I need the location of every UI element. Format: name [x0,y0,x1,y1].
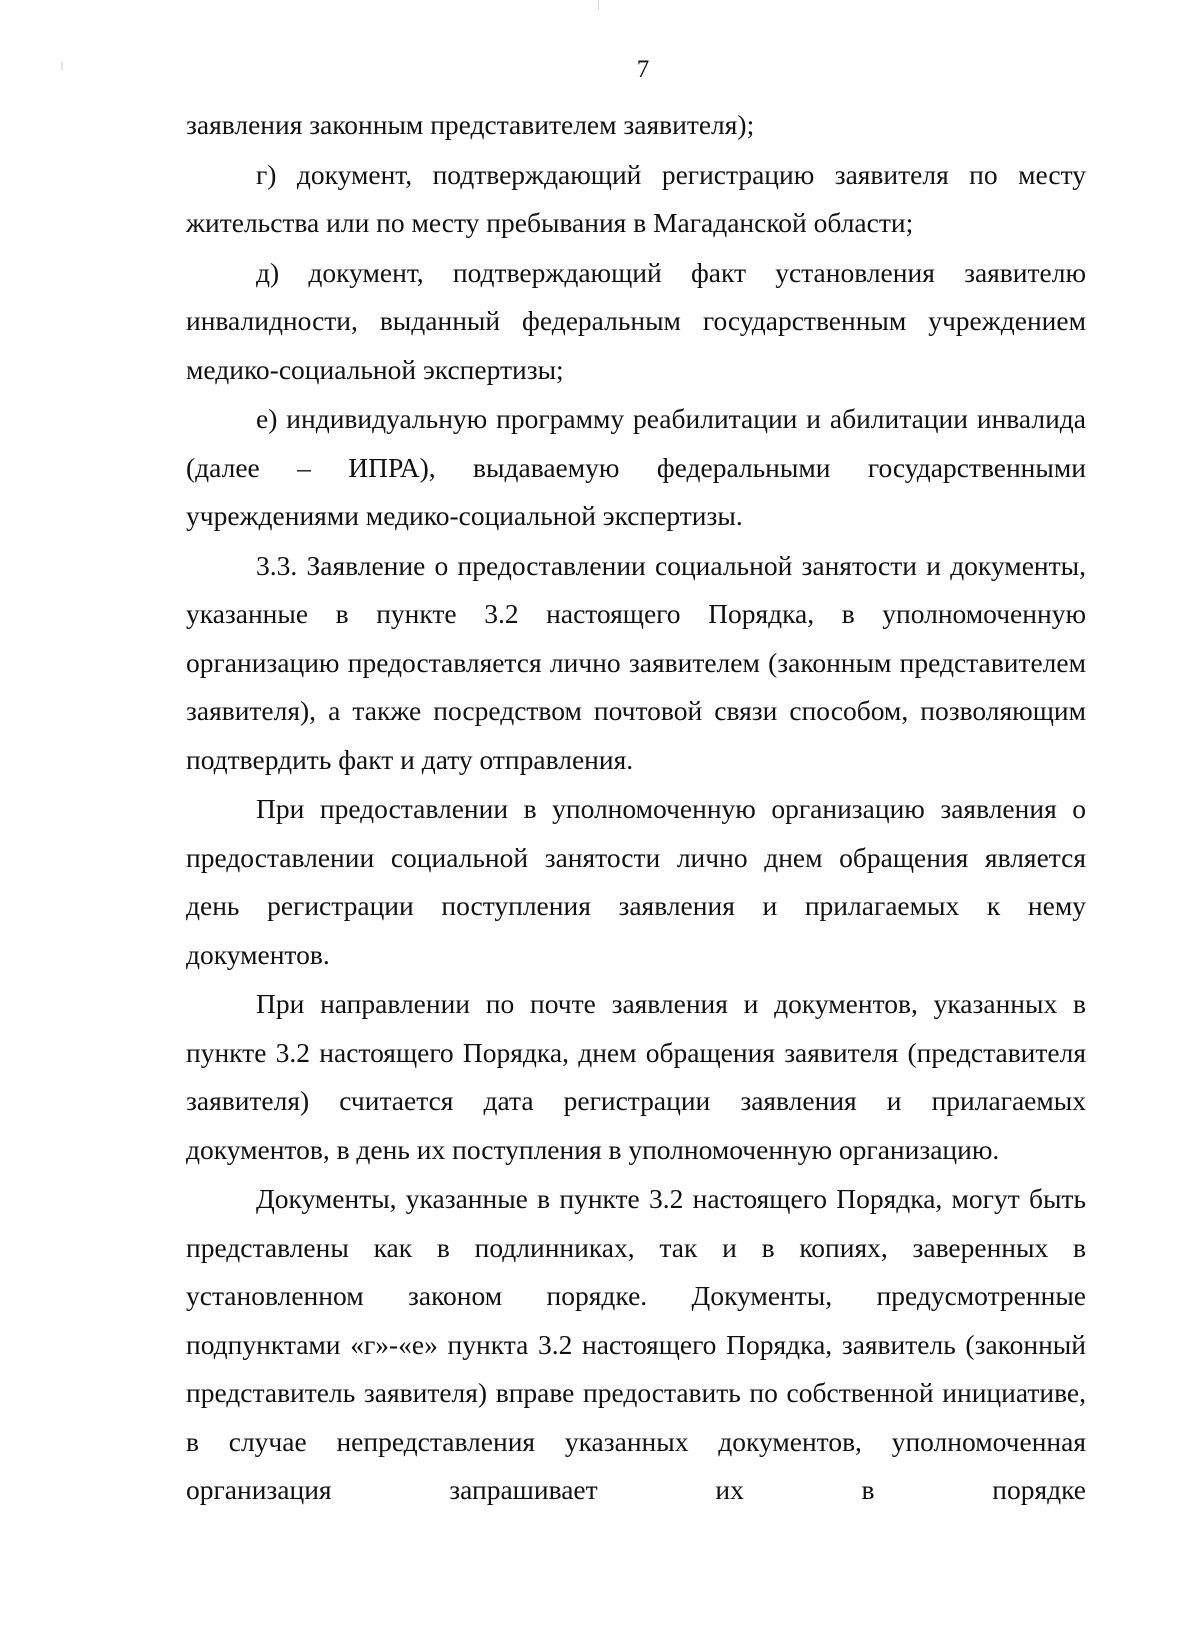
paragraph-mail-submission: При направлении по почте заявления и документов, указанных в пункте 3.2 настоящего Порядка, днем обращения заявителя (представителя заявителя) считается дата регистрации заявления и прилагаемых документов, в день их поступления в уполномоченную организацию. [186,988,1086,1165]
list-item-d: д) документ, подтверждающий факт установления заявителю инвалидности, выданный федеральным государственным учреждением медико-социальной экспертизы; [186,256,1086,385]
paragraph-continuation: заявления законным представителем заявителя); [186,109,755,140]
page-number: 7 [636,56,650,83]
paragraph-personal-submission: При предоставлении в уполномоченную организацию заявления о предоставлении социальной занятости лично днем обращения является день регистрации поступления заявления и прилагаемых к нему документов. [186,793,1086,970]
paragraph-documents-copies: Документы, указанные в пункте 3.2 настоящего Порядка, могут быть представлены как в подлинниках, так и в копиях, заверенных в установленном законом порядке. Документы, предусмотренные подпунктами «г»-«е» пункта 3.2 настоящего Порядка, заявитель (законный представитель заявителя) вправе предоставить по собственной инициативе, в случае непредставления указанных документов, уполномоченная организация запрашивает их в порядке [186,1183,1086,1505]
document-body [186,101,1086,1516]
scan-artifact [598,0,599,10]
list-item-g: г) документ, подтверждающий регистрацию заявителя по месту жительства или по месту пребывания в Магаданской области; [186,158,1086,238]
list-item-e: е) индивидуальную программу реабилитации и абилитации инвалида (далее – ИПРА), выдаваемую федеральными государственными учреждениями медико-социальной экспертизы. [186,403,1086,531]
clause-3-3: 3.3. Заявление о предоставлении социальной занятости и документы, указанные в пункте 3.2 настоящего Порядка, в уполномоченную организацию предоставляется лично заявителем (законным представителем заявителя), а также посредством почтовой связи способом, позволяющим подтвердить факт и дату отправления. [186,549,1086,775]
